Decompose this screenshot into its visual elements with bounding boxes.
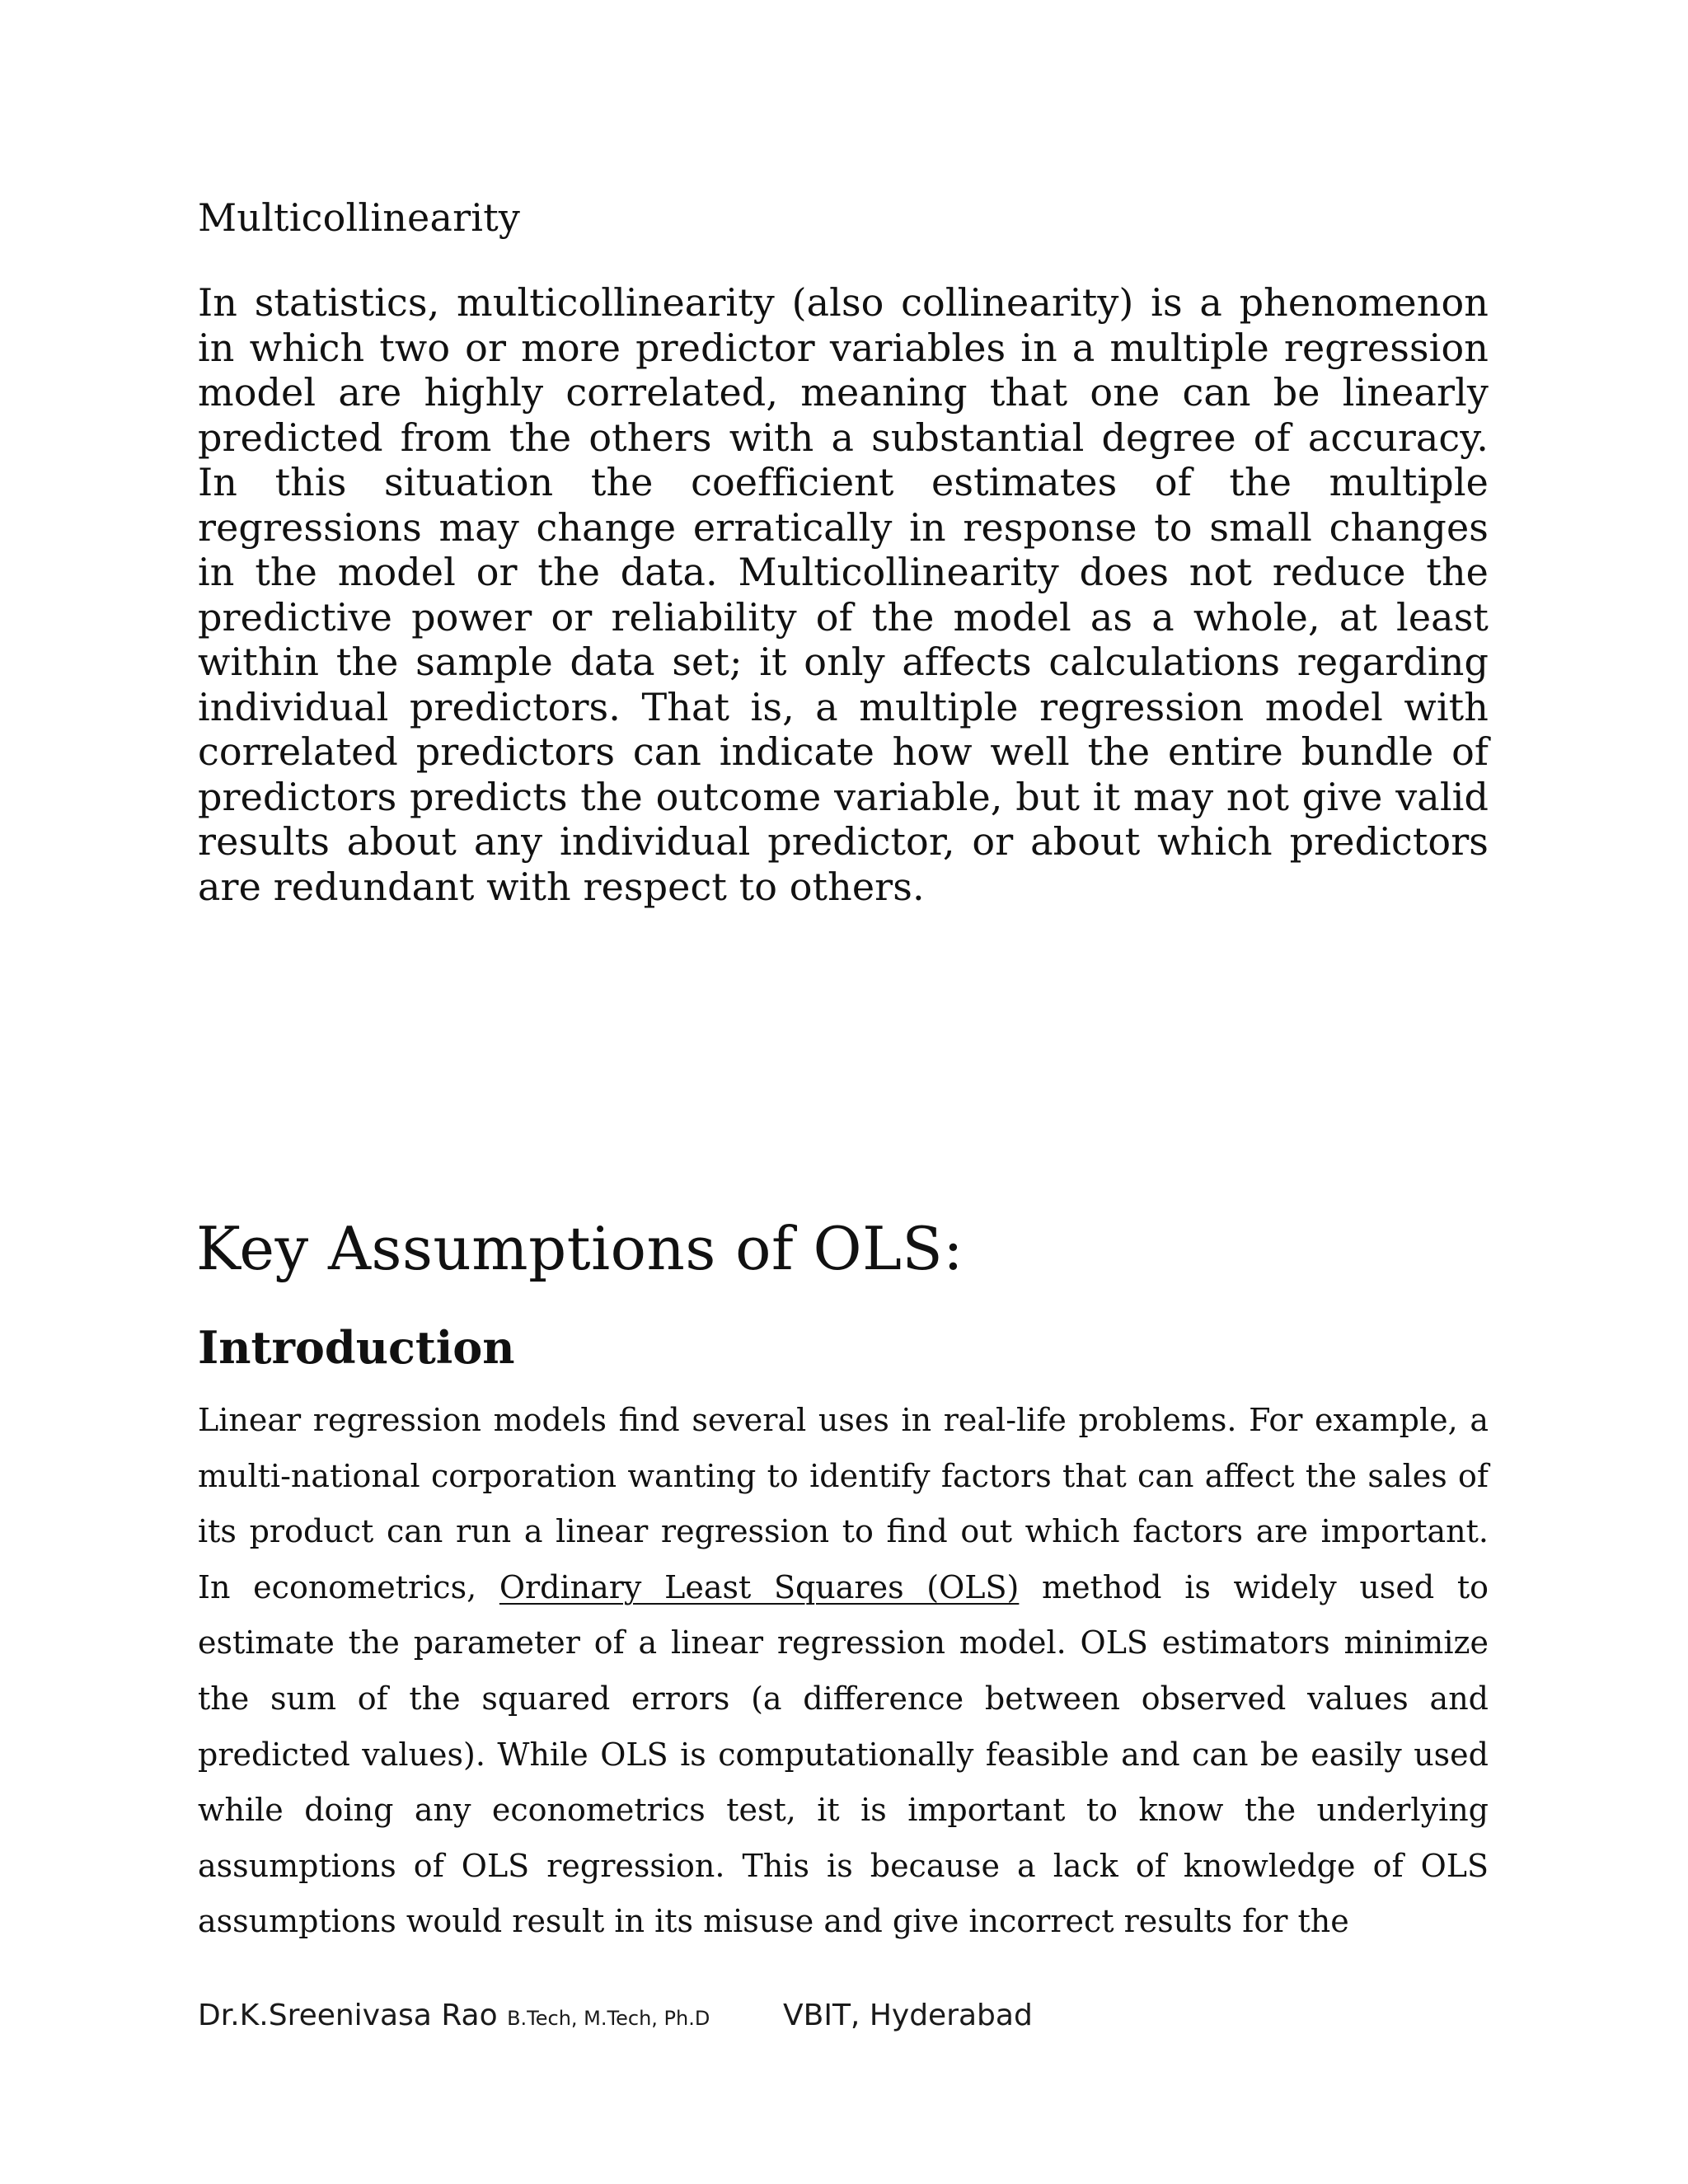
intro-text-after-link: method is widely used to estimate the parameter of a linear regression model. OLS estimators minimize the sum of the squared errors (a difference between observed values and predicted values). While OLS is computationally feasible and can be easily used while doing any econometrics test, it is important to know the underlying assumptions of OLS regression. This is because a lack of knowledge of OLS assumptions would result in its misuse and give incorrect results for the	[198, 1568, 1489, 1940]
footer-degrees: B.Tech, M.Tech, Ph.D	[507, 2007, 710, 2030]
introduction-paragraph	[198, 1393, 1489, 1950]
section-title: Multicollinearity	[198, 195, 521, 240]
footer-author-block	[198, 1996, 710, 2038]
intro-text-before-link: Linear regression models find several uses in real-life problems. For example, a multi-national corporation wanting to identify factors that can affect the sales of its product can run a linear regression to find out which factors are important. In econometrics,	[198, 1402, 1489, 1605]
ols-link[interactable]: Ordinary Least Squares (OLS)	[499, 1568, 1020, 1605]
introduction-heading: Introduction	[198, 1321, 515, 1374]
footer-author: Dr.K.Sreenivasa Rao	[198, 1999, 498, 2032]
key-assumptions-heading: Key Assumptions of OLS:	[196, 1214, 964, 1283]
multicollinearity-paragraph: In statistics, multicollinearity (also collinearity) is a phenomenon in which two or more predictor variables in a multiple regression model are highly correlated, meaning that one can be linearly predicted from the others with a substantial degree of accuracy. In this situation the coefficient estimates of the multiple regressions may change erratically in response to small changes in the model or the data. Multicollinearity does not reduce the predictive power or reliability of the model as a whole, at least within the sample data set; it only affects calculations regarding individual predictors. That is, a multiple regression model with correlated predictors can indicate how well the entire bundle of predictors predicts the outcome variable, but it may not give valid results about any individual predictor, or about which predictors are redundant with respect to others.	[198, 280, 1489, 909]
footer-institution: VBIT, Hyderabad	[783, 1999, 1033, 2032]
page-footer	[198, 1996, 1489, 2042]
